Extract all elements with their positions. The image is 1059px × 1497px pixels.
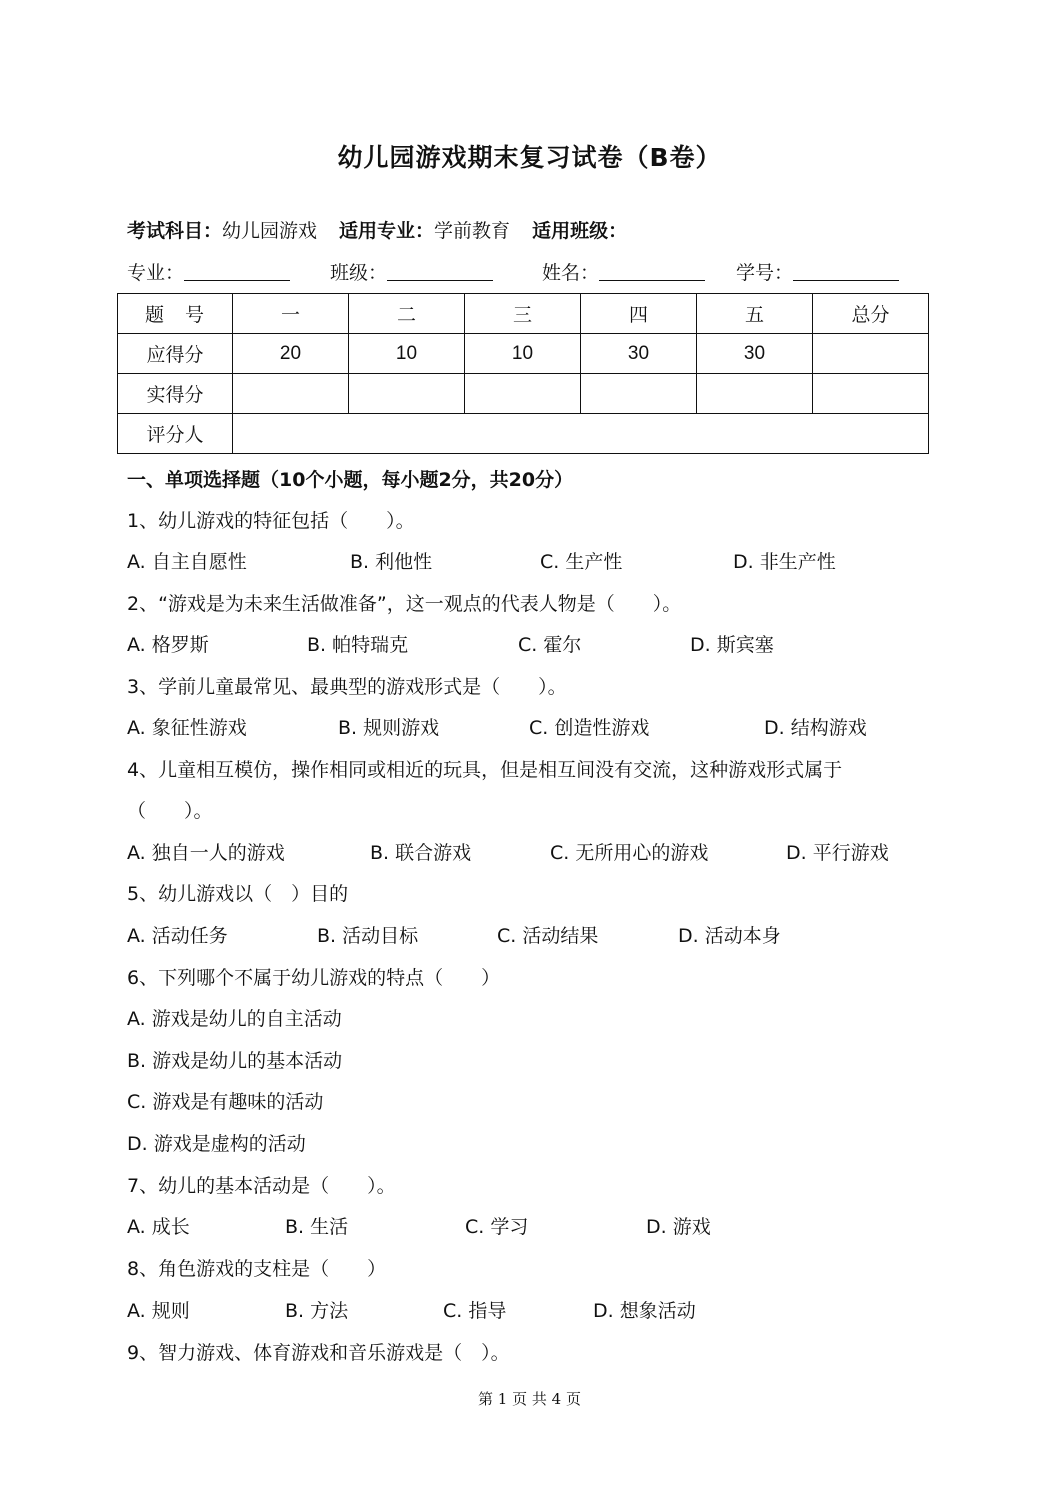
q4-option-c: C. 无所用心的游戏 <box>550 842 709 864</box>
q5-option-c: C. 活动结果 <box>497 925 599 947</box>
actual-score-row <box>118 374 929 414</box>
subject-label: 考试科目： <box>127 220 223 242</box>
name-field-label: 姓名： <box>542 262 600 284</box>
subject-value: 幼儿园游戏 <box>222 220 318 242</box>
exam-title: 幼儿园游戏期末复习试卷（B卷） <box>337 143 722 172</box>
q8-option-c: C. 指导 <box>443 1300 507 1322</box>
actual-score-cell[interactable] <box>697 374 813 414</box>
due-score-label: 应得分 <box>118 334 233 374</box>
q4-option-d: D. 平行游戏 <box>786 842 889 864</box>
q6-option-a: A. 游戏是幼儿的自主活动 <box>127 1008 342 1030</box>
q1-option-c: C. 生产性 <box>540 551 623 573</box>
q6-option-d: D. 游戏是虚构的活动 <box>127 1133 306 1155</box>
question-4-line-2: （ ）。 <box>127 800 213 822</box>
class-label: 适用班级： <box>532 220 628 242</box>
header-cell: 五 <box>697 294 813 334</box>
due-score-cell: 20 <box>233 334 349 374</box>
q4-option-b: B. 联合游戏 <box>370 842 472 864</box>
q8-option-d: D. 想象活动 <box>593 1300 696 1322</box>
due-score-row <box>118 334 929 374</box>
header-cell: 总分 <box>813 294 929 334</box>
page-footer: 第 1 页 共 4 页 <box>478 1390 581 1408</box>
q7-option-a: A. 成长 <box>127 1216 190 1238</box>
major-field-label: 专业： <box>127 262 185 284</box>
q2-option-b: B. 帕特瑞克 <box>307 634 409 656</box>
q3-option-a: A. 象征性游戏 <box>127 717 247 739</box>
question-5: 5、幼儿游戏以（ ）目的 <box>127 883 349 905</box>
q8-option-b: B. 方法 <box>285 1300 349 1322</box>
name-blank[interactable] <box>599 260 705 281</box>
q2-option-a: A. 格罗斯 <box>127 634 209 656</box>
q5-option-d: D. 活动本身 <box>678 925 781 947</box>
actual-score-cell[interactable] <box>581 374 697 414</box>
student-id-blank[interactable] <box>793 260 899 281</box>
q1-option-a: A. 自主自愿性 <box>127 551 247 573</box>
due-score-cell: 10 <box>465 334 581 374</box>
q6-option-b: B. 游戏是幼儿的基本活动 <box>127 1050 343 1072</box>
q5-option-b: B. 活动目标 <box>317 925 419 947</box>
actual-score-cell[interactable] <box>349 374 465 414</box>
due-score-total-cell <box>813 334 929 374</box>
grader-row <box>118 414 929 454</box>
question-8: 8、角色游戏的支柱是（ ） <box>127 1258 387 1280</box>
grader-cell[interactable] <box>233 414 929 454</box>
major-blank[interactable] <box>184 260 290 281</box>
q3-option-c: C. 创造性游戏 <box>529 717 650 739</box>
student-id-field[interactable] <box>736 258 899 285</box>
q8-option-a: A. 规则 <box>127 1300 190 1322</box>
major-field[interactable] <box>127 258 290 285</box>
header-cell: 四 <box>581 294 697 334</box>
grader-label: 评分人 <box>118 414 233 454</box>
q3-option-b: B. 规则游戏 <box>338 717 440 739</box>
q7-option-b: B. 生活 <box>285 1216 349 1238</box>
actual-score-cell[interactable] <box>465 374 581 414</box>
question-7: 7、幼儿的基本活动是（ ）。 <box>127 1175 396 1197</box>
q7-option-c: C. 学习 <box>465 1216 529 1238</box>
q6-option-c: C. 游戏是有趣味的活动 <box>127 1091 324 1113</box>
question-9: 9、智力游戏、体育游戏和音乐游戏是（ ）。 <box>127 1342 510 1364</box>
major-value: 学前教育 <box>434 220 511 242</box>
question-6: 6、下列哪个不属于幼儿游戏的特点（ ） <box>127 967 501 989</box>
question-3: 3、学前儿童最常见、最典型的游戏形式是（ ）。 <box>127 676 567 698</box>
q1-option-b: B. 利他性 <box>350 551 433 573</box>
question-2: 2、“游戏是为未来生活做准备”，这一观点的代表人物是（ ）。 <box>127 593 682 615</box>
student-id-field-label: 学号： <box>736 262 794 284</box>
class-field[interactable] <box>330 258 493 285</box>
exam-meta <box>127 216 627 243</box>
major-label: 适用专业： <box>339 220 435 242</box>
actual-score-cell[interactable] <box>233 374 349 414</box>
actual-score-cell[interactable] <box>813 374 929 414</box>
q2-option-c: C. 霍尔 <box>518 634 582 656</box>
due-score-cell: 10 <box>349 334 465 374</box>
score-table-header-row <box>118 294 929 334</box>
class-field-label: 班级： <box>330 262 388 284</box>
question-4-line-1: 4、儿童相互模仿，操作相同或相近的玩具，但是相互间没有交流，这种游戏形式属于 <box>127 759 843 781</box>
header-cell: 一 <box>233 294 349 334</box>
q5-option-a: A. 活动任务 <box>127 925 228 947</box>
header-cell: 二 <box>349 294 465 334</box>
q2-option-d: D. 斯宾塞 <box>690 634 774 656</box>
name-field[interactable] <box>542 258 705 285</box>
due-score-cell: 30 <box>697 334 813 374</box>
q7-option-d: D. 游戏 <box>646 1216 711 1238</box>
score-table <box>117 293 929 454</box>
due-score-cell: 30 <box>581 334 697 374</box>
actual-score-label: 实得分 <box>118 374 233 414</box>
header-cell: 三 <box>465 294 581 334</box>
section1-heading: 一、单项选择题（10个小题，每小题2分，共20分） <box>127 469 574 491</box>
q4-option-a: A. 独自一人的游戏 <box>127 842 285 864</box>
header-cell: 题 号 <box>118 294 233 334</box>
q3-option-d: D. 结构游戏 <box>764 717 867 739</box>
class-blank[interactable] <box>387 260 493 281</box>
question-1: 1、幼儿游戏的特征包括（ ）。 <box>127 510 415 532</box>
q1-option-d: D. 非生产性 <box>733 551 836 573</box>
